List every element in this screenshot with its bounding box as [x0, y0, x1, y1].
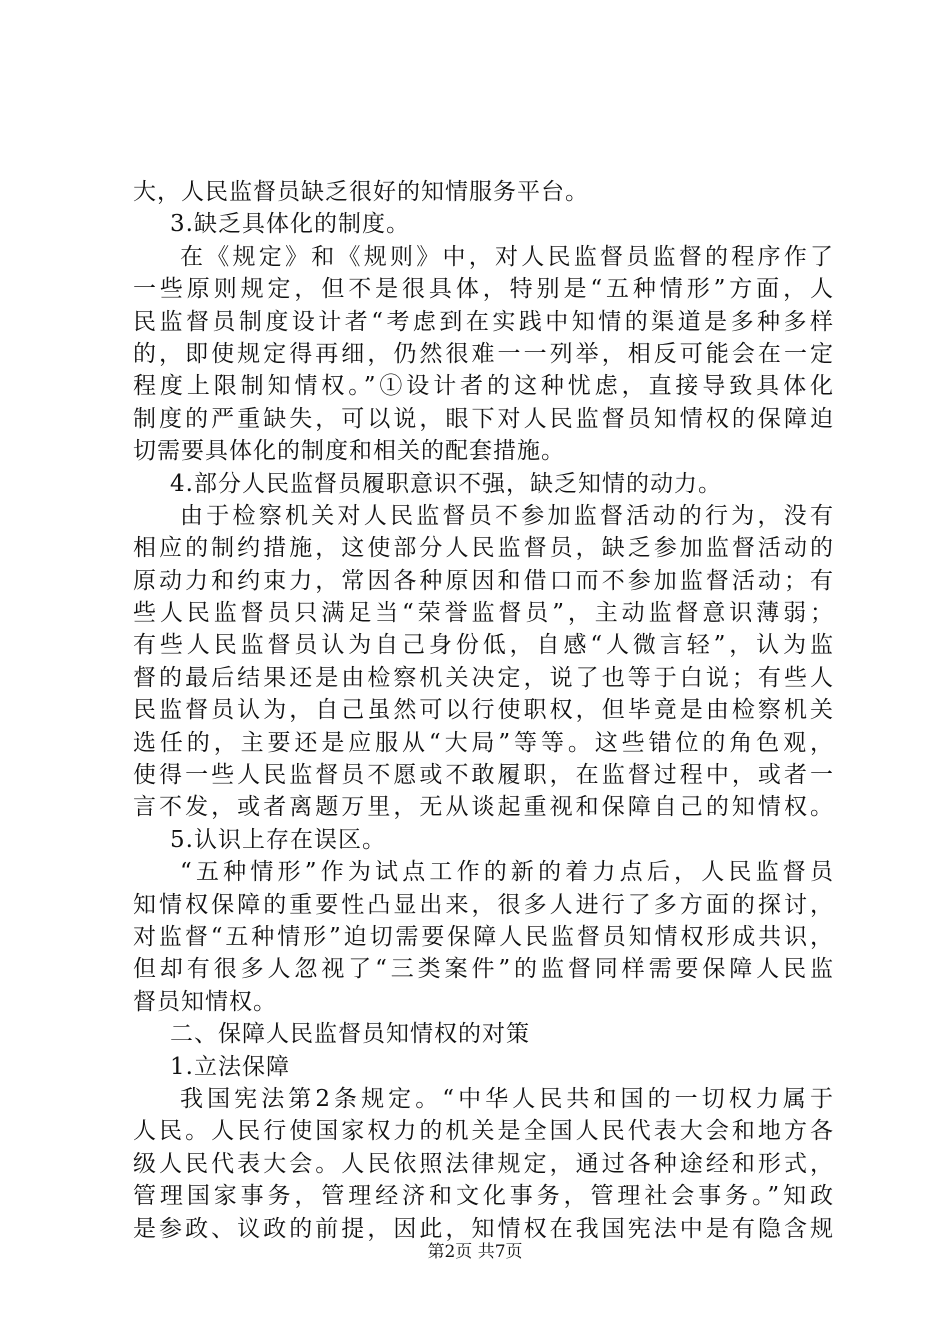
text-line: 级人民代表大会。人民依照法律规定，通过各种途经和形式，	[133, 1150, 833, 1177]
text-line: 在《规定》和《规则》中，对人民监督员监督的程序作了	[180, 243, 833, 270]
text-line: 管理国家事务，管理经济和文化事务，管理社会事务。”知政	[133, 1183, 833, 1210]
text-line: 有些人民监督员认为自己身份低，自感“人微言轻”，认为监	[133, 632, 833, 659]
text-line: 由于检察机关对人民监督员不参加监督活动的行为，没有	[180, 502, 833, 529]
text-line: 民监督员制度设计者“考虑到在实践中知情的渠道是多种多样	[133, 308, 833, 335]
text-line: 二、保障人民监督员知情权的对策	[170, 1021, 530, 1048]
text-line: 知情权保障的重要性凸显出来，很多人进行了多方面的探讨，	[133, 891, 833, 918]
page-footer: 第2页 共7页	[427, 1242, 523, 1262]
text-line: 人民。人民行使国家权力的机关是全国人民代表大会和地方各	[133, 1118, 833, 1145]
text-line: 的，即使规定得再细，仍然很难一一列举，相反可能会在一定	[133, 340, 833, 367]
text-line: 3.缺乏具体化的制度。	[170, 211, 410, 238]
text-line: 4.部分人民监督员履职意识不强，缺乏知情的动力。	[170, 470, 722, 497]
text-line: 但却有很多人忽视了“三类案件”的监督同样需要保障人民监	[133, 956, 833, 983]
text-line: 使得一些人民监督员不愿或不敢履职，在监督过程中，或者一	[133, 762, 833, 789]
text-line: 我国宪法第2条规定。“中华人民共和国的一切权力属于	[180, 1085, 833, 1112]
text-line: “五种情形”作为试点工作的新的着力点后，人民监督员	[180, 859, 833, 886]
text-line: 1.立法保障	[170, 1053, 290, 1080]
text-line: 督员知情权。	[133, 988, 277, 1015]
text-line: 程度上限制知情权。”①设计者的这种忧虑，直接导致具体化	[133, 373, 833, 400]
text-line: 相应的制约措施，这使部分人民监督员，缺乏参加监督活动的	[133, 535, 833, 562]
text-line: 5.认识上存在误区。	[170, 826, 386, 853]
text-line: 制度的严重缺失，可以说，眼下对人民监督员知情权的保障迫	[133, 405, 833, 432]
text-line: 大，人民监督员缺乏很好的知情服务平台。	[133, 179, 589, 205]
text-line: 一些原则规定，但不是很具体，特别是“五种情形”方面，人	[133, 276, 833, 303]
text-line: 言不发，或者离题万里，无从谈起重视和保障自己的知情权。	[133, 794, 833, 821]
text-line: 督的最后结果还是由检察机关决定，说了也等于白说；有些人	[133, 664, 833, 691]
text-line: 切需要具体化的制度和相关的配套措施。	[133, 438, 565, 465]
text-line: 原动力和约束力，常因各种原因和借口而不参加监督活动；有	[133, 567, 833, 594]
text-line: 是参政、议政的前提，因此，知情权在我国宪法中是有隐含规	[133, 1215, 833, 1242]
text-line: 民监督员认为，自己虽然可以行使职权，但毕竟是由检察机关	[133, 697, 833, 724]
text-line: 些人民监督员只满足当“荣誉监督员”，主动监督意识薄弱；	[133, 600, 833, 627]
body-text	[133, 176, 833, 1245]
text-line: 选任的，主要还是应服从“大局”等等。这些错位的角色观，	[133, 729, 833, 756]
text-line: 对监督“五种情形”迫切需要保障人民监督员知情权形成共识，	[133, 923, 833, 950]
